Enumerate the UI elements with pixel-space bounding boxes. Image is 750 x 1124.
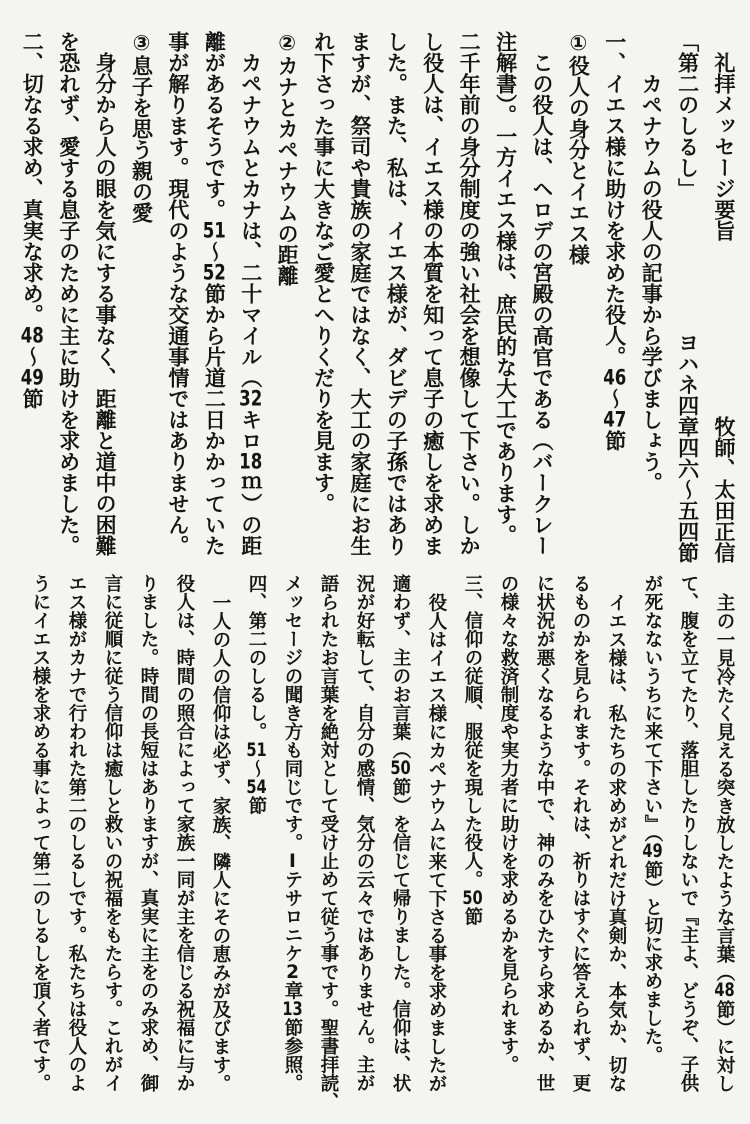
document-label: 礼拝メッセージ要旨 xyxy=(712,52,736,241)
body-line: ますが、祭司や貴族の家庭ではなく、大工の家庭にお生 xyxy=(347,31,372,556)
body-line: 適わず、主のお言葉（50節）を信じて帰りました。信仰は、状 xyxy=(390,574,411,1092)
body-line: 役人は、時間の照合によって家族一同が主を信じる祝福に与か xyxy=(174,574,195,1092)
header-line xyxy=(706,31,742,563)
subsection-heading: ①役人の身分とイエス様 xyxy=(566,31,591,265)
body-line: 語られたお言葉を絶対として受け止めて従う事です。聖書拝読、 xyxy=(318,574,339,1111)
body-line: した。また、私は、イエス様が、ダビデの子孫ではあり xyxy=(384,31,409,556)
lower-text-block xyxy=(22,574,742,1119)
body-line: うにイエス様を求める事によって第二のしるしを頂く者です。 xyxy=(30,574,51,1092)
section-heading: 四、第二のしるし。51～54節 xyxy=(246,574,267,815)
body-line: イエス様は、私たちの求めがどれだけ真剣か、本気か、切な xyxy=(606,592,627,1092)
body-line: に状況が悪くなるような中で、神のみをひたすら求めるか、世 xyxy=(534,574,555,1092)
body-line: カペナウムとカナは、二十マイル（32キロ18ｍ）の距 xyxy=(238,52,263,556)
section-heading: 三、信仰の従順、服従を現した役人。50節 xyxy=(462,574,483,926)
body-line: 離があるそうです。51～52節から片道二日かかっていた xyxy=(202,31,227,556)
body-line: の様々な救済制度や実力者に助けを求めるかを見られます。 xyxy=(498,574,519,1074)
section-heading: 一、イエス様に助けを求めた役人。46～47節 xyxy=(602,31,627,451)
scripture-reference: ヨハネ四章四六～五四節 xyxy=(675,332,700,563)
body-line: 事が解ります。現代のような交通事情ではありません。 xyxy=(165,31,190,556)
section-heading: 二、切なる求め、真実な求め。48～49節 xyxy=(20,31,45,409)
body-line: 身分から人の眼を気にする事なく、距離と道中の困難 xyxy=(93,52,118,556)
body-line: れ下さった事に大きなご愛とへりくだりを見ます。 xyxy=(311,31,336,514)
intro-line: カペナウムの役人の記事から学びましょう。 xyxy=(639,73,664,493)
body-line: 況が好転して、自分の感情、気分の云々ではありません。主が xyxy=(354,574,375,1092)
body-line: エス様がカナで行われた第二のしるしです。私たちは役人のよ xyxy=(66,574,87,1092)
body-line: を恐れず、愛する息子のために主に助けを求めました。 xyxy=(56,31,81,556)
sermon-title: 「第二のしるし」 xyxy=(675,31,700,199)
body-line: メッセージの聞き方も同じです。Iテサロニケ2章13節参照。 xyxy=(282,574,303,1092)
body-line: るものかを見られます。それは、祈りはすぐに答えられず、更 xyxy=(570,574,591,1092)
body-line: し役人は、イエス様の本質を知って息子の癒しを求めま xyxy=(420,31,445,556)
body-line: この役人は、ヘロデの宮殿の高官である（バークレー xyxy=(529,52,554,556)
title-line xyxy=(669,31,705,563)
body-line: 二千年前の身分制度の強い社会を想像して下さい。しか xyxy=(457,31,482,556)
body-line: て、腹を立てたり、落胆したりしないで『主よ、どうぞ、子供 xyxy=(678,574,699,1092)
subsection-heading: ②カナとカペナウムの距離 xyxy=(275,31,300,286)
body-line: 言に従順に従う信仰は癒しと救いの祝福をもたらす。これがイ xyxy=(102,574,123,1092)
upper-text-block xyxy=(14,31,742,563)
subsection-heading: ③息子を思う親の愛 xyxy=(129,31,154,223)
body-line: 主の一見冷たく見える突き放したような言葉（48節）に対し xyxy=(714,592,735,1092)
pastor-name: 牧師、太田正信 xyxy=(712,416,736,563)
body-line: りました。時間の長短はありますが、真実に主をのみ求め、御 xyxy=(138,574,159,1092)
body-line: 役人はイエス様にカペナウムに来て下さる事を求めましたが xyxy=(426,592,447,1092)
body-line: が死なないうちに来て下さい』（49節）と切に求めました。 xyxy=(642,574,663,1065)
body-line: 一人の人の信仰は必ず、家族、隣人にその恵みが及びます。 xyxy=(210,592,231,1092)
body-line: 注解書）。一方イエス様は、庶民的な大工であります。 xyxy=(493,31,518,546)
